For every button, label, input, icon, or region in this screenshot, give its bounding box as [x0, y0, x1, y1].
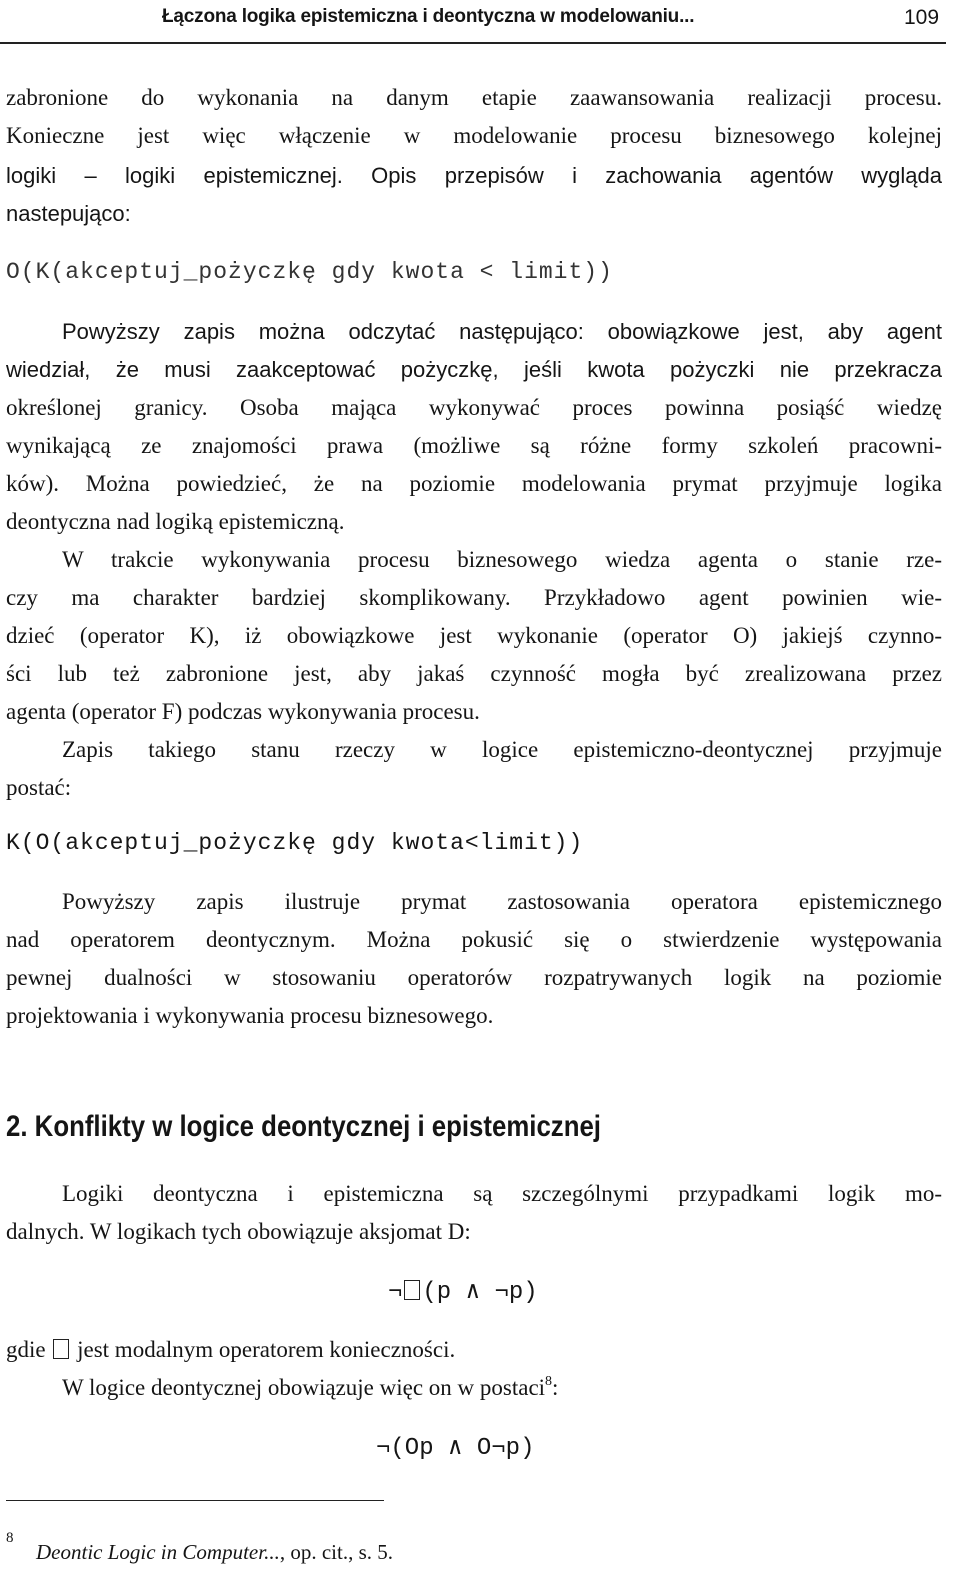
paragraph-6-line-2: dalnych. W logikach tych obowiązuje aksjomat D: [6, 1219, 471, 1244]
paragraph-2-line-5: ków). Można powiedzieć, że na poziomie modelowania prymat przyjmuje logika [6, 471, 942, 496]
paragraph-1-line-3: logiki – logiki epistemicznej. Opis przepisów i zachowania agentów wygląda [6, 163, 942, 188]
formula-2: K(O(akceptuj_pożyczkę gdy kwota<limit)) [6, 830, 584, 856]
footnote-reference[interactable]: 8 [545, 1374, 553, 1389]
paragraph-2-line-1: Powyższy zapis można odczytać następująco: obowiązkowe jest, aby agent [62, 319, 942, 344]
paragraph-3-line-2: czy ma charakter bardziej skomplikowany. Przykładowo agent powinien wie- [6, 585, 942, 610]
formula-axiom-d [388, 1276, 538, 1306]
paragraph-2-line-2: wiedział, że musi zaakceptować pożyczkę, jeśli kwota pożyczki nie przekracza [6, 357, 942, 382]
negation-symbol: ¬ [388, 1279, 403, 1306]
paragraph-7-text: W logice deontycznej obowiązuje więc on w postaci [62, 1375, 546, 1400]
formula-deontic-d: ¬(Op ∧ O¬p) [376, 1435, 535, 1462]
page-number: 109 [904, 6, 940, 29]
paragraph-2-line-6: deontyczna nad logiką epistemiczną. [6, 509, 345, 534]
paragraph-3-line-5: agenta (operator F) podczas wykonywania procesu. [6, 699, 480, 724]
paragraph-4-line-2: postać: [6, 775, 72, 800]
paragraph-7-suffix: jest modalnym operatorem konieczności. [77, 1337, 456, 1362]
footnote-rule [6, 1500, 384, 1501]
box-operator-icon [404, 1280, 420, 1300]
footnote-text [36, 1540, 393, 1565]
box-operator-icon [53, 1339, 69, 1359]
paragraph-1-line-2: Konieczne jest więc włączenie w modelowanie procesu biznesowego kolejnej [6, 123, 942, 148]
footnote-citation: , op. cit., s. 5. [279, 1540, 393, 1564]
header-rule [0, 42, 946, 44]
paragraph-2-line-4: wynikającą ze znajomości prawa (możliwe są różne formy szkoleń pracowni- [6, 433, 942, 458]
formula-1: O(K(akceptuj_pożyczkę gdy kwota < limit)) [6, 259, 613, 285]
paragraph-1-line-1: zabronione do wykonania na danym etapie zaawansowania realizacji procesu. [6, 85, 942, 110]
paragraph-7-line-2 [62, 1374, 558, 1402]
paragraph-5-line-1: Powyższy zapis ilustruje prymat zastosowania operatora epistemicznego [62, 889, 942, 914]
paragraph-6-line-1: Logiki deontyczna i epistemiczna są szczególnymi przypadkami logik mo- [62, 1181, 942, 1206]
paragraph-3-line-4: ści lub też zabronione jest, aby jakaś czynność mogła być zrealizowana przez [6, 661, 942, 686]
paragraph-1-line-4: nastepująco: [6, 201, 131, 226]
footnote-title: Deontic Logic in Computer... [36, 1540, 280, 1564]
paragraph-7-line-1 [6, 1336, 455, 1364]
running-title: Łączona logika epistemiczna i deontyczna w modelowaniu... [162, 6, 695, 27]
paragraph-5-line-4: projektowania i wykonywania procesu biznesowego. [6, 1003, 494, 1028]
paragraph-5-line-2: nad operatorem deontycznym. Można pokusić się o stwierdzenie występowania [6, 927, 942, 952]
paragraph-4-line-1: Zapis takiego stanu rzeczy w logice epistemiczno-deontycznej przyjmuje [62, 737, 942, 762]
paragraph-7-prefix: gdie [6, 1337, 46, 1362]
paragraph-3-line-1: W trakcie wykonywania procesu biznesowego wiedza agenta o stanie rze- [62, 547, 942, 572]
footnote-marker: 8 [6, 1530, 14, 1546]
paragraph-7-colon: : [552, 1375, 559, 1400]
paragraph-2-line-3: określonej granicy. Osoba mająca wykonywać proces powinna posiąść wiedzę [6, 395, 942, 420]
paragraph-3-line-3: dzieć (operator K), iż obowiązkowe jest wykonanie (operator O) jakiejś czynno- [6, 623, 942, 648]
paragraph-5-line-3: pewnej dualności w stosowaniu operatorów rozpatrywanych logik na poziomie [6, 965, 942, 990]
formula-axiom-body: (p ∧ ¬p) [422, 1279, 538, 1306]
section-heading: 2. Konflikty w logice deontycznej i epistemicznej [6, 1110, 601, 1143]
